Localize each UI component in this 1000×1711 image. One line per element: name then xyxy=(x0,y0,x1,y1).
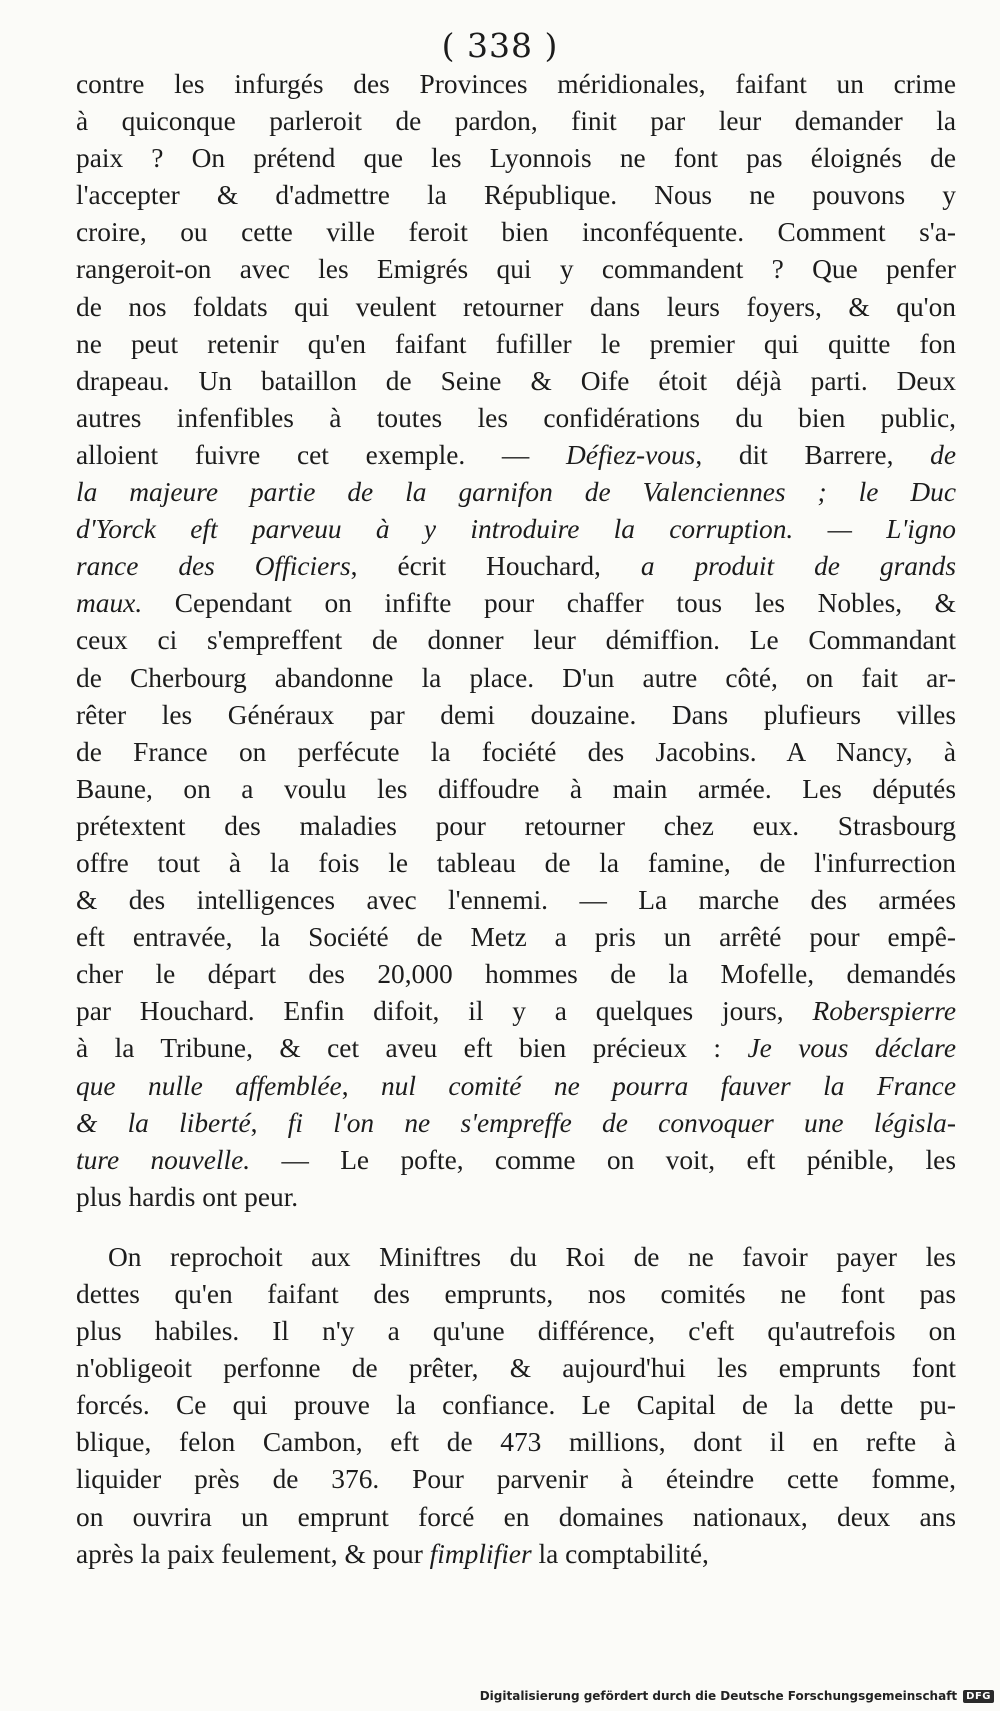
italic-span: fi l'on ne s'empreffe de convoquer une législa- xyxy=(287,1107,956,1138)
text-line xyxy=(76,363,956,400)
italic-span: rance des Officiers xyxy=(76,551,351,582)
text-line xyxy=(76,956,956,993)
paragraph-gap xyxy=(76,1216,956,1239)
text-span: de France on perfécute la fociété des Jacobins. A Nancy, à xyxy=(76,736,956,767)
italic-span: maux. xyxy=(76,588,143,619)
text-line xyxy=(76,1350,956,1387)
text-line xyxy=(76,1276,956,1313)
text-span: liquider près de 376. Pour parvenir à éteindre cette fomme, xyxy=(76,1464,956,1495)
text-line xyxy=(76,326,956,363)
text-line xyxy=(76,1536,956,1573)
text-line xyxy=(76,622,956,659)
text-line xyxy=(76,1105,956,1142)
text-span: plus hardis ont peur. xyxy=(76,1181,299,1212)
text-line xyxy=(76,548,956,585)
text-span: paix ? On prétend que les Lyonnois ne font pas éloignés de xyxy=(76,143,956,174)
credit-text: Digitalisierung gefördert durch die Deutsche Forschungsgemeinschaft xyxy=(479,1689,958,1703)
italic-span: fimplifier xyxy=(429,1538,532,1569)
text-span: plus habiles. Il n'y a qu'une différence, c'eft qu'autrefois on xyxy=(76,1316,956,1347)
text-line xyxy=(76,437,956,474)
italic-span: d'Yorck eft parveuu à y introduire la corruption. — L'igno xyxy=(76,514,956,545)
text-span: de Cherbourg abandonne la place. D'un autre côté, on fait ar- xyxy=(76,662,956,693)
text-span: , dit Barrere, xyxy=(695,439,931,470)
text-span: , xyxy=(341,1070,381,1101)
text-line xyxy=(76,585,956,622)
text-line xyxy=(76,808,956,845)
text-line xyxy=(76,66,956,103)
italic-span: nul comité ne pourra fauver la France xyxy=(380,1070,956,1101)
text-span: Cependant on infifte pour chaffer tous les Nobles, & xyxy=(142,588,956,619)
text-span: prétextent des maladies pour retourner chez eux. Strasbourg xyxy=(76,810,956,841)
text-span: de nos foldats qui veulent retourner dans leurs foyers, & qu'on xyxy=(76,291,956,322)
text-span: eft entravée, la Société de Metz a pris un arrêté pour empê- xyxy=(76,922,956,953)
text-line xyxy=(76,1499,956,1536)
text-span: , écrit Houchard, xyxy=(350,551,641,582)
text-line xyxy=(76,1030,956,1067)
text-span: On reprochoit aux Miniftres du Roi de ne favoir payer les xyxy=(108,1241,956,1272)
text-span: alloient fuivre cet exemple. — xyxy=(76,439,566,470)
italic-span: Défiez-vous xyxy=(566,439,696,470)
text-span: à la Tribune, & cet aveu eft bien précieux : xyxy=(76,1033,748,1064)
text-span: cher le départ des 20,000 hommes de la Mofelle, demandés xyxy=(76,959,956,990)
italic-span: la majeure partie de la garnifon de Valenciennes ; le Duc xyxy=(76,477,956,508)
text-line xyxy=(76,511,956,548)
page-number: ( 338 ) xyxy=(441,26,559,65)
text-span: à quiconque parleroit de pardon, finit par leur demander la xyxy=(76,106,956,137)
text-line xyxy=(76,214,956,251)
text-line xyxy=(76,845,956,882)
italic-span: que nulle affemblée xyxy=(76,1070,342,1101)
text-line xyxy=(76,103,956,140)
text-line xyxy=(76,993,956,1030)
text-line xyxy=(76,251,956,288)
text-line xyxy=(76,400,956,437)
text-span: Baune, on a voulu les diffoudre à main armée. Les députés xyxy=(76,773,956,804)
text-line xyxy=(76,289,956,326)
body-text xyxy=(76,66,956,1573)
text-line xyxy=(76,882,956,919)
text-line xyxy=(76,1387,956,1424)
text-line xyxy=(76,1179,956,1216)
text-span: après la paix feulement, & pour xyxy=(76,1538,430,1569)
italic-span: de xyxy=(930,439,956,470)
text-line xyxy=(76,919,956,956)
text-span: offre tout à la fois le tableau de la famine, de l'infurrection xyxy=(76,847,956,878)
text-span: — Le pofte, comme on voit, eft pénible, les xyxy=(250,1144,956,1175)
text-span: n'obligeoit perfonne de prêter, & aujourd'hui les emprunts font xyxy=(76,1353,956,1384)
text-span: par Houchard. Enfin difoit, il y a quelques jours, xyxy=(76,996,813,1027)
text-span: drapeau. Un bataillon de Seine & Oife étoit déjà parti. Deux xyxy=(76,365,956,396)
text-span: blique, felon Cambon, eft de 473 millions, dont il en refte à xyxy=(76,1427,956,1458)
text-span: rêter les Généraux par demi douzaine. Dans plufieurs villes xyxy=(76,699,956,730)
text-span: ne peut retenir qu'en faifant fufiller le premier qui quitte fon xyxy=(76,328,956,359)
text-line xyxy=(76,140,956,177)
text-line xyxy=(76,697,956,734)
text-span: & des intelligences avec l'ennemi. — La marche des armées xyxy=(76,885,956,916)
italic-span: Roberspierre xyxy=(812,996,956,1027)
text-span: forcés. Ce qui prouve la confiance. Le Capital de la dette pu- xyxy=(76,1390,956,1421)
text-span: contre les infurgés des Provinces méridionales, faifant un crime xyxy=(76,69,956,99)
text-line xyxy=(76,734,956,771)
italic-span: a produit de grands xyxy=(640,551,956,582)
text-line xyxy=(76,1461,956,1498)
text-line xyxy=(76,474,956,511)
italic-span: & la liberté xyxy=(76,1107,251,1138)
text-line xyxy=(76,1424,956,1461)
text-line xyxy=(76,1142,956,1179)
text-span: croire, ou cette ville feroit bien inconféquente. Comment s'a- xyxy=(76,217,956,248)
text-line xyxy=(76,1313,956,1350)
text-line xyxy=(76,177,956,214)
text-span: dettes qu'en faifant des emprunts, nos comités ne font pas xyxy=(76,1279,956,1309)
text-span: ceux ci s'empreffent de donner leur démiffion. Le Commandant xyxy=(76,625,956,656)
text-span: autres infenfibles à toutes les confidérations du bien public, xyxy=(76,402,956,433)
text-span: l'accepter & d'admettre la République. Nous ne pouvons y xyxy=(76,180,956,211)
text-span: , xyxy=(250,1107,288,1138)
text-span: on ouvrira un emprunt forcé en domaines nationaux, deux ans xyxy=(76,1501,956,1532)
text-span: rangeroit-on avec les Emigrés qui y commandent ? Que penfer xyxy=(76,254,956,285)
dfg-logo-icon: DFG xyxy=(963,1690,994,1703)
text-line xyxy=(76,660,956,697)
digitization-credit xyxy=(480,1689,994,1703)
text-span: la comptabilité, xyxy=(531,1538,709,1569)
italic-span: ture nouvelle. xyxy=(76,1144,251,1175)
italic-span: Je vous déclare xyxy=(747,1033,956,1064)
text-line xyxy=(76,1239,956,1276)
text-line xyxy=(76,771,956,808)
text-line xyxy=(76,1068,956,1105)
